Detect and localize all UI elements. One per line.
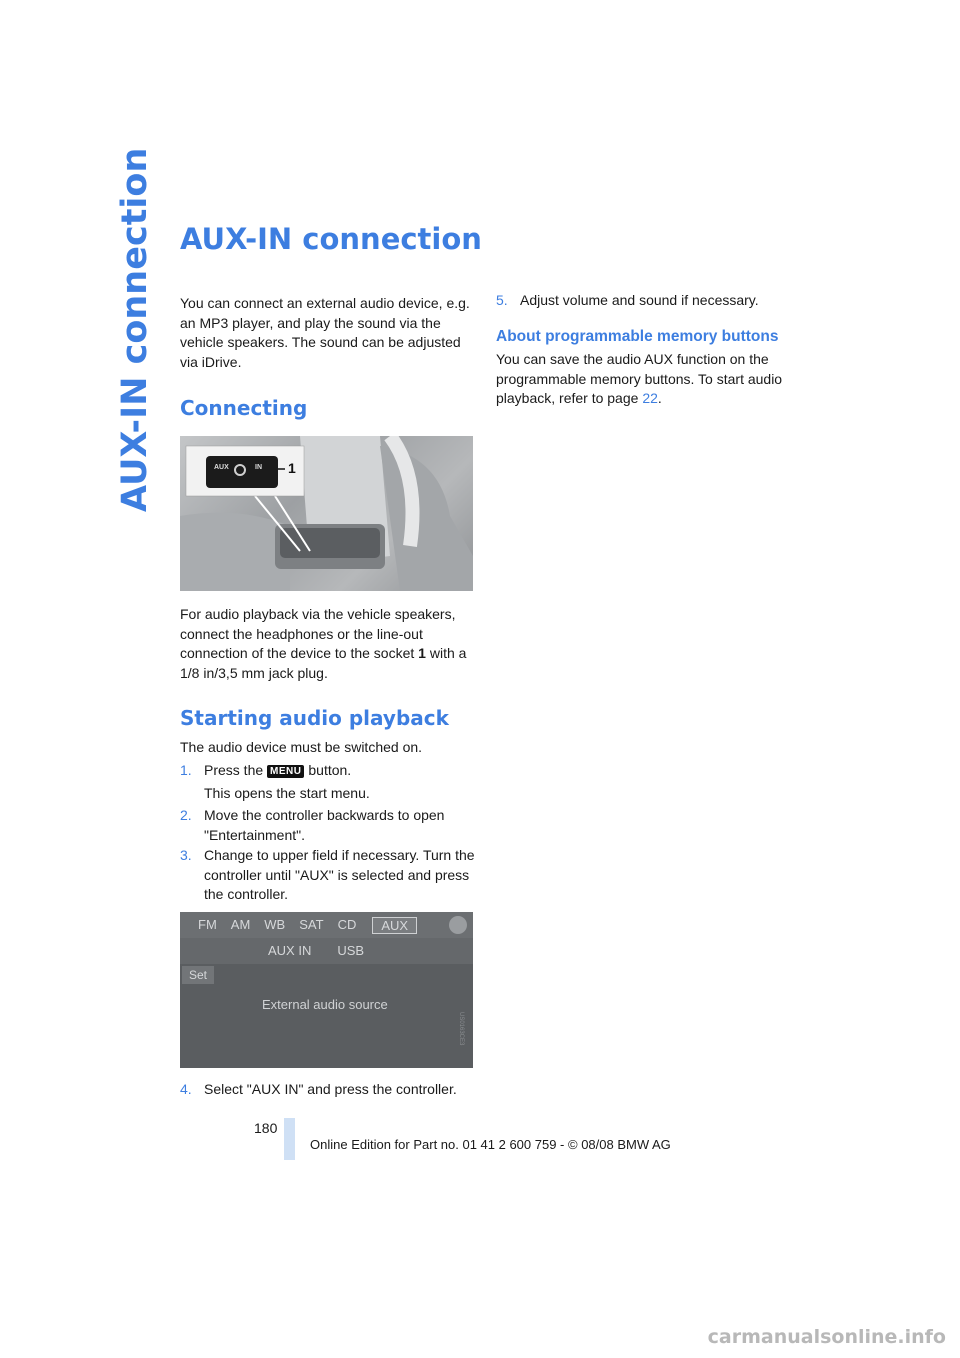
page-ref-link[interactable]: 22 xyxy=(642,390,658,406)
tab-aux: AUX xyxy=(372,917,417,934)
screen-message: External audio source xyxy=(262,997,388,1012)
screen-subtabs xyxy=(268,943,364,958)
step-5-number: 5. xyxy=(496,292,508,308)
step-1-text-end: button. xyxy=(304,762,352,778)
page-number: 180 xyxy=(254,1120,278,1136)
tab-sat: SAT xyxy=(299,917,324,932)
step-4-text: Select "AUX IN" and press the controller. xyxy=(204,1081,457,1097)
menu-button-icon: MENU xyxy=(267,765,304,778)
in-label: IN xyxy=(255,464,262,471)
memory-text-end: . xyxy=(657,390,662,406)
aux-label: AUX xyxy=(214,464,229,471)
aux-socket-illustration xyxy=(180,436,473,591)
aux-socket-photo xyxy=(180,436,473,591)
screen-tabs xyxy=(198,917,417,934)
tab-wb: WB xyxy=(264,917,286,932)
footer-edition: Online Edition for Part no. 01 41 2 600 759 - © 08/08 BMW AG xyxy=(310,1137,671,1152)
subtab-usb: USB xyxy=(337,943,365,958)
page-title: AUX-IN connection xyxy=(180,222,482,256)
subtab-aux-in: AUX IN xyxy=(268,943,312,958)
step-1-sub: This opens the start menu. xyxy=(204,785,370,801)
footer-accent-bar xyxy=(284,1118,295,1160)
step-3-text: Change to upper field if necessary. Turn the controller until "AUX" is selected and press the controller. xyxy=(204,847,475,902)
step-1-number: 1. xyxy=(180,762,192,778)
memory-heading: About programmable memory buttons xyxy=(496,328,779,345)
tab-fm: FM xyxy=(198,917,217,932)
connecting-heading: Connecting xyxy=(180,396,308,420)
callout-number: 1 xyxy=(288,460,296,476)
socket-number: 1 xyxy=(418,645,426,661)
tab-am: AM xyxy=(230,917,251,932)
step-2-text: Move the controller backwards to open "Entertainment". xyxy=(204,807,445,843)
controller-icon xyxy=(449,916,467,934)
image-code: US0163CE3 xyxy=(458,1012,464,1046)
memory-text-start: You can save the audio AUX function on the programmable memory buttons. To start audio playback, refer to page xyxy=(496,351,783,406)
memory-paragraph xyxy=(496,350,792,409)
step-1-text xyxy=(204,761,474,781)
step-4-number: 4. xyxy=(180,1081,192,1097)
starting-intro: The audio device must be switched on. xyxy=(180,739,423,755)
step-5-text: Adjust volume and sound if necessary. xyxy=(520,292,759,308)
intro-paragraph: You can connect an external audio device, e.g. an MP3 player, and play the sound via the vehicle speakers. The sound can be adjusted via iDrive. xyxy=(180,295,470,370)
step-1-text-start: Press the xyxy=(204,762,268,778)
step-2-number: 2. xyxy=(180,807,192,823)
site-watermark: carmanualsonline.info xyxy=(707,1326,946,1348)
starting-heading: Starting audio playback xyxy=(180,706,449,730)
tab-cd: CD xyxy=(337,917,357,932)
connecting-text-start: For audio playback via the vehicle speakers, connect the headphones or the line-out connection of the device to the socket xyxy=(180,606,456,661)
step-3-number: 3. xyxy=(180,847,192,863)
idrive-screen xyxy=(180,912,473,1068)
connecting-paragraph xyxy=(180,605,470,683)
connecting-text-end: with a 1/8 in/3,5 mm jack plug. xyxy=(180,645,467,681)
set-menu-item: Set xyxy=(182,966,214,984)
chapter-side-tab: AUX-IN connection xyxy=(115,147,155,512)
